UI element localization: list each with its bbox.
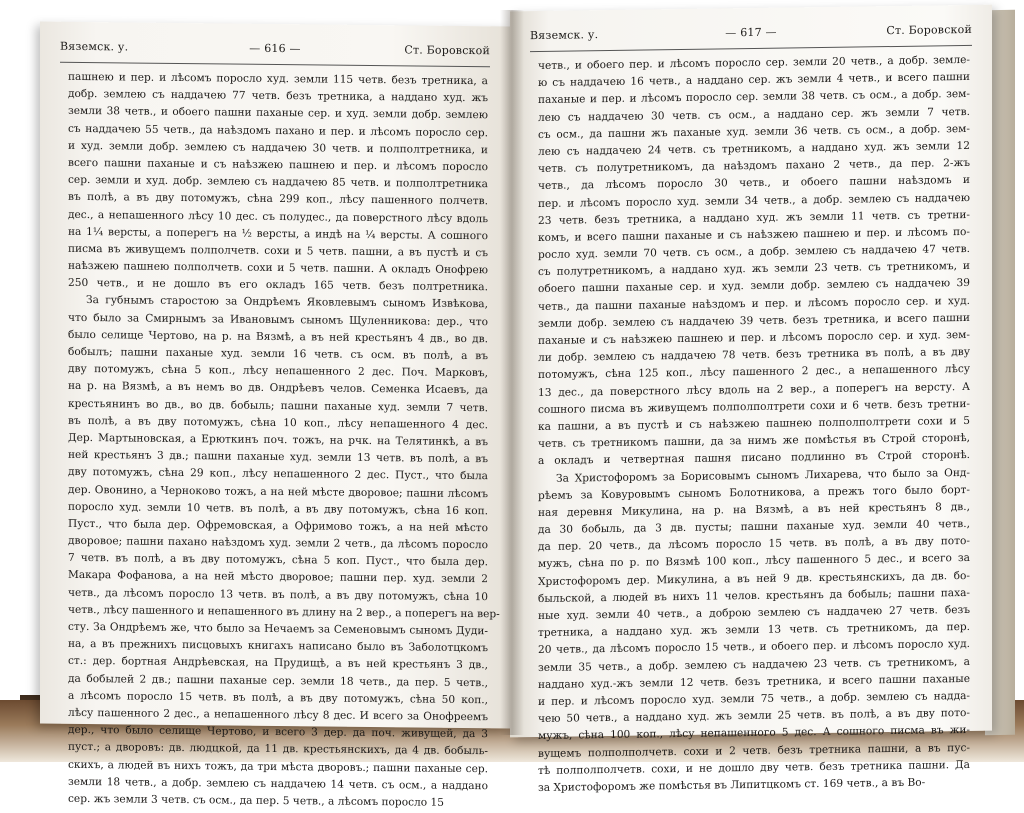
text-line: дву потомужъ, сѣна 29 коп., лѣсу непашенного 2 дес. Пуст., что была xyxy=(68,466,488,483)
text-line: росло худ. земли 70 четв. съ осм., а добр. землею съ наддачею 47 четв. xyxy=(538,243,970,262)
text-line: за Христофоромъ же помѣстья въ Липитцкомъ ст. 169 четв., а въ Во- xyxy=(538,776,926,794)
text-line: четв., лѣсу пашенного и непашенного въ длину на 2 вер., а поперегъ на вер- xyxy=(68,603,500,621)
text-line: что было за Смирнымъ за Ивановымъ сыномъ Щуленникова: дер., что xyxy=(68,311,488,328)
left-page xyxy=(40,22,510,809)
text-line: и худ. земли добр. землею съ наддачею 30 четв. и полполтретника, и xyxy=(68,139,488,156)
text-line: мужъ, сѣна по р. по Вязмѣ 100 коп., лѣсу пашенного 5 дес., и всего за xyxy=(538,552,970,571)
text-line: третника, а наддано худ. жъ земли 13 четв. съ третникомъ, да пер. xyxy=(538,621,970,640)
text-line: Пуст., что была дер. Офремовская, а Офримово тожъ, а на ней мѣсто xyxy=(68,517,488,535)
page-number: — 616 — xyxy=(249,41,301,56)
text-line: 20 четв., да лѣсомъ поросло 15 четв., и обоего пер. и лѣсомъ поросло худ. xyxy=(538,638,970,657)
text-line: 7 четв. въ полѣ, а въ дву потомужъ, сѣна 5 коп. Пуст., что была дер. xyxy=(68,552,488,569)
left-page-text xyxy=(68,69,500,812)
book-gutter xyxy=(500,10,524,735)
text-line: Христофоромъ дер. Микулина, а въ ней 9 дв. крестьянскихъ, да дв. бо- xyxy=(538,569,970,588)
text-line: крестьянинъ во дв., во дв. бобыль; пашни паханые худ. земли 7 четв. xyxy=(68,397,488,414)
text-line: дву потомужъ, сѣна 5 коп., лѣсу непашенного 2 дес. Поч. Марковъ, xyxy=(68,363,488,380)
text-line: съ наддачею 55 четв., да наѣздомъ пахано и пер. и лѣсомъ поросло сер. xyxy=(68,122,488,139)
text-line: а лѣсомъ поросло 15 четв. въ полѣ, а въ дву потомужъ, сѣна 50 коп., xyxy=(68,689,488,706)
running-head-left: Вяземск. у. xyxy=(530,28,599,43)
text-line: дер., что было селище Чертово, и всего 3 дер. да поч. живущей, да 3 xyxy=(68,723,488,741)
text-line: ю съ наддачею 16 четв., а наддано сер. жъ земли 4 четв., и всего пашни xyxy=(538,71,970,90)
text-line: было селище Чертово, на р. на Вязмѣ, а въ ней крестьянъ 4 дв., во дв. xyxy=(68,328,488,346)
text-line: потомужъ, сѣна 125 коп., лѣсу пашенного 2 дес., а непашенного лѣсу xyxy=(538,363,970,382)
text-line: въ полѣ, а въ дву потомужъ, сѣна 299 коп., лѣсу пашенного полчетв. xyxy=(68,191,488,208)
text-line: За губнымъ старостою за Ондрѣемъ Яковлевымъ сыномъ Извѣкова, xyxy=(86,294,488,311)
running-head-right: Ст. Боровской xyxy=(886,22,972,38)
text-line: четв., да лѣсомъ поросло 13 четв. въ полѣ, а въ дву потомужъ, сѣна 10 xyxy=(68,586,488,603)
text-line: ней крестьянъ 3 дв.; пашни паханые худ. земли 13 четв. въ полѣ, а въ xyxy=(68,448,488,466)
text-line: тѣ полполполчетв. сохи, и не дошло дву четв. безъ третника пашни. Да xyxy=(538,758,970,777)
right-page xyxy=(510,5,992,794)
text-line: быльской, а людей въ нихъ 11 челов. крестьянъ да бобыль; пашни паха- xyxy=(538,586,970,605)
text-line: да пер. 20 четв., да лѣсомъ поросло 15 четв. въ полѣ, а въ дву пото- xyxy=(538,535,970,554)
text-line: сту. За Ондрѣемъ же, что было за Нечаемъ за Семеновымъ сыномъ Дуди- xyxy=(68,620,488,638)
text-line: дес., а непашенного лѣсу 10 дес. съ полудес., да поверстного лѣсу вдоль xyxy=(68,208,488,225)
text-line: наддано худ.-жъ земли 12 четв. безъ третника, и всего пашни паханые xyxy=(538,672,970,691)
text-line: на, а въ прежнихъ писцовыхъ книгахъ написано было въ Заболотцкомъ xyxy=(68,638,488,655)
text-line: вущемъ полполполчетв. сохи и 2 четв. безъ третника пашни, а въ пус- xyxy=(538,741,970,760)
text-line: 250 четв., и не дошло въ его окладъ 165 четв. безъ полтретника. xyxy=(68,277,488,294)
text-line: дворовое; пашни пахано наѣздомъ худ. земли 2 четв., да лѣсомъ поросло xyxy=(68,534,488,552)
text-line: скихъ, а людей въ нихъ тожъ, да три мѣста дворовъ.; пашни паханые сер. xyxy=(68,758,488,775)
text-line: сошного писма въ живущемъ полполполтрети сохи и 6 четв. безъ третни- xyxy=(538,397,970,416)
text-line: лею съ наддачею 30 четв. съ осм., а наддано сер. жъ земли 7 четв. xyxy=(538,105,970,124)
text-line: земли 35 четв., а добр. землею съ наддачею 23 четв. съ третникомъ, а xyxy=(538,655,970,674)
text-line: 23 четв. безъ третника, а наддано худ. жъ земли 11 четв. съ третни- xyxy=(538,208,970,227)
text-line: пер. и лѣсомъ поросло худ. земли 34 четв., а добр. землею съ наддачею xyxy=(538,191,970,210)
text-line: на 1¼ версты, а поперегъ на ½ версты, а индѣ на ¼ версты. А сошного xyxy=(68,225,488,242)
text-line: ная деревня Микулина, на р. на Вязмѣ, а въ ней крестьянъ 8 дв., xyxy=(538,500,970,519)
text-line: и пер. и лѣсомъ поросло худ. земли 75 четв., а добр. землею съ надда- xyxy=(538,689,970,708)
text-line: да 30 бобыль, да 3 дв. пусты; пашни паханые худ. земли 40 четв., xyxy=(538,518,970,537)
page-number: — 617 — xyxy=(725,25,777,40)
text-line: съ полутретникомъ, а наддано худ. жъ земли 23 четв. съ третникомъ, и xyxy=(538,260,970,279)
text-line: на р. на Вязмѣ, а въ немъ во дв. Ондрѣевъ челов. Семенка Исаевъ, да xyxy=(68,380,488,397)
text-line: лею съ наддачею 24 четв. съ третникомъ, а наддано худ. жъ земли 12 xyxy=(538,139,970,158)
right-page-text xyxy=(538,52,970,797)
text-line: комъ, и всего пашни паханые и съ наѣзжею пашнею и пер. и лѣсомъ по- xyxy=(538,225,970,244)
text-line: сер. жъ земли 3 четв. съ осм., да пер. 5 четв., а лѣсомъ поросло 15 xyxy=(68,792,444,809)
text-line: паханые и съ наѣзжею пашнею и пер. и лѣсомъ поросло сер. и худ. зем- xyxy=(538,328,970,347)
text-line: Макара Фофанова, а на ней мѣсто дворовое; пашни пер. худ. земли 2 xyxy=(68,569,488,586)
text-line: пуст.; а дворовъ: дв. людцкой, да 11 дв. крестьянскихъ, да 4 дв. бобыль- xyxy=(68,741,488,758)
text-line: четв., да лѣсомъ поросло 30 четв., и обоего пашни наѣздомъ и xyxy=(538,174,970,193)
left-page-header xyxy=(60,40,490,67)
text-line: ли добр. землею съ наддачею 78 четв. безъ третника въ полѣ, а въ дву xyxy=(538,346,970,365)
text-line: въ полѣ, а въ дву потомужъ, сѣна 10 коп., лѣсу непашенного 4 дес. xyxy=(68,414,488,431)
text-line: мужъ, сѣна 100 коп., лѣсу непашенного 5 дес. А сошного писма въ жи- xyxy=(538,724,970,743)
text-line: писма въ живущемъ полполчетв. сохи и 5 четв. пашни, а въ пустѣ и съ xyxy=(68,242,488,260)
text-line: земли добр. землею съ наддачею 39 четв. безъ третника, и всего пашни xyxy=(538,311,970,330)
text-line: земли 18 четв., а добр. землею съ наддачею 14 четв. съ осм., а наддано xyxy=(68,775,488,792)
text-line: пашнею и пер. и лѣсомъ поросло худ. земли 115 четв. безъ третника, а xyxy=(68,70,488,88)
text-line: а окладъ и четвертная пашня писано подлинно въ Строй сторонѣ. xyxy=(538,449,970,468)
text-line: 13 дес., да поверстного лѣсу вдоль на 2 вер., а поперегъ на версту. А xyxy=(538,380,970,399)
text-line: четв., и обоего пер. и лѣсомъ поросло сер. земли 20 четв., а добр. земле- xyxy=(538,53,970,72)
text-line: наѣзжею пашнею полполчетв. сохи и 5 четв. пашни. А окладъ Онофрею xyxy=(68,259,488,277)
text-line: четв. съ третникомъ пашни, да за нимъ же помѣстья въ Строй сторонѣ, xyxy=(538,432,970,451)
running-head-left: Вяземск. у. xyxy=(60,39,129,54)
right-page-header xyxy=(530,23,972,51)
running-head-right: Ст. Боровской xyxy=(404,43,490,58)
text-line: ст.: дер. бортная Андрѣевская, на Прудищѣ, а въ ней крестьянъ 3 дв., xyxy=(68,655,488,672)
text-line: ка пашни, а въ пустѣ и съ наѣзжею пашнею полполполтрети сохи и 5 xyxy=(538,414,970,433)
text-line: За Христофоромъ за Борисовымъ сыномъ Лихарева, что было за Онд- xyxy=(556,466,970,485)
text-line: лѣсу пашенного 2 дес., а непашенного лѣсу 8 дес. И всего за Онофреемъ xyxy=(68,706,488,724)
text-line: дер. Овонино, а Черноково тожъ, а на ней мѣсте дворовое; пашни лѣсомъ xyxy=(68,483,488,500)
text-line: Дер. Мартыновская, а Ерюткинъ поч. тожъ, на рчк. на Телятинкѣ, а въ xyxy=(68,431,488,449)
text-line: бобылъ; пашни паханые худ. земли 16 четв. съ осм. въ полѣ, а въ xyxy=(68,345,488,363)
text-line: сер. земли и худ. добр. землею съ наддачею 85 четв. и полполтретника xyxy=(68,173,488,191)
text-line: паханые и пер. и лѣсомъ поросло сер. земли 38 четв. съ осм., а добр. зем- xyxy=(538,88,970,107)
text-line: четв., да пашни паханые наѣздомъ и пер. и лѣсомъ поросло сер. и худ. xyxy=(538,294,970,313)
text-line: да бобылей 2 дв.; пашни паханые сер. земли 18 четв., да пер. 5 четв., xyxy=(68,672,488,689)
text-line: поросло худ. земли 10 четв. въ полѣ, а въ дву потомужъ, сѣна 16 коп. xyxy=(68,500,488,517)
text-line: всего пашни паханые и съ наѣзжею пашнею и пер. и лѣсомъ поросло xyxy=(68,156,488,174)
text-line: съ осм., да пашни жъ паханые худ. земли 36 четв. съ осм., а добр. зем- xyxy=(538,122,970,141)
text-line: земли 38 четв., и обоего пашни паханые сер. и худ. земли добр. землею xyxy=(68,105,488,122)
text-line: чею 50 четв., а наддано худ. жъ земли 25 четв. въ полѣ, а въ дву пото- xyxy=(538,707,970,726)
text-line: добр. землею съ наддачею 77 четв. безъ третника, а наддано худ. жъ xyxy=(68,88,488,105)
text-line: четв. съ полутретникомъ, да наѣздомъ пахано 2 четв., да пер. 2-жъ xyxy=(538,157,970,176)
text-line: рѣемъ за Ковуровымъ сыномъ Болотникова, а прежъ того было борт- xyxy=(538,483,970,502)
text-line: ные худ. земли 40 четв., а доброю землею съ наддачею 27 четв. безъ xyxy=(538,603,970,622)
text-line: обоего пашни паханые сер. и худ. земли добр. землею съ наддачею 39 xyxy=(538,277,970,296)
